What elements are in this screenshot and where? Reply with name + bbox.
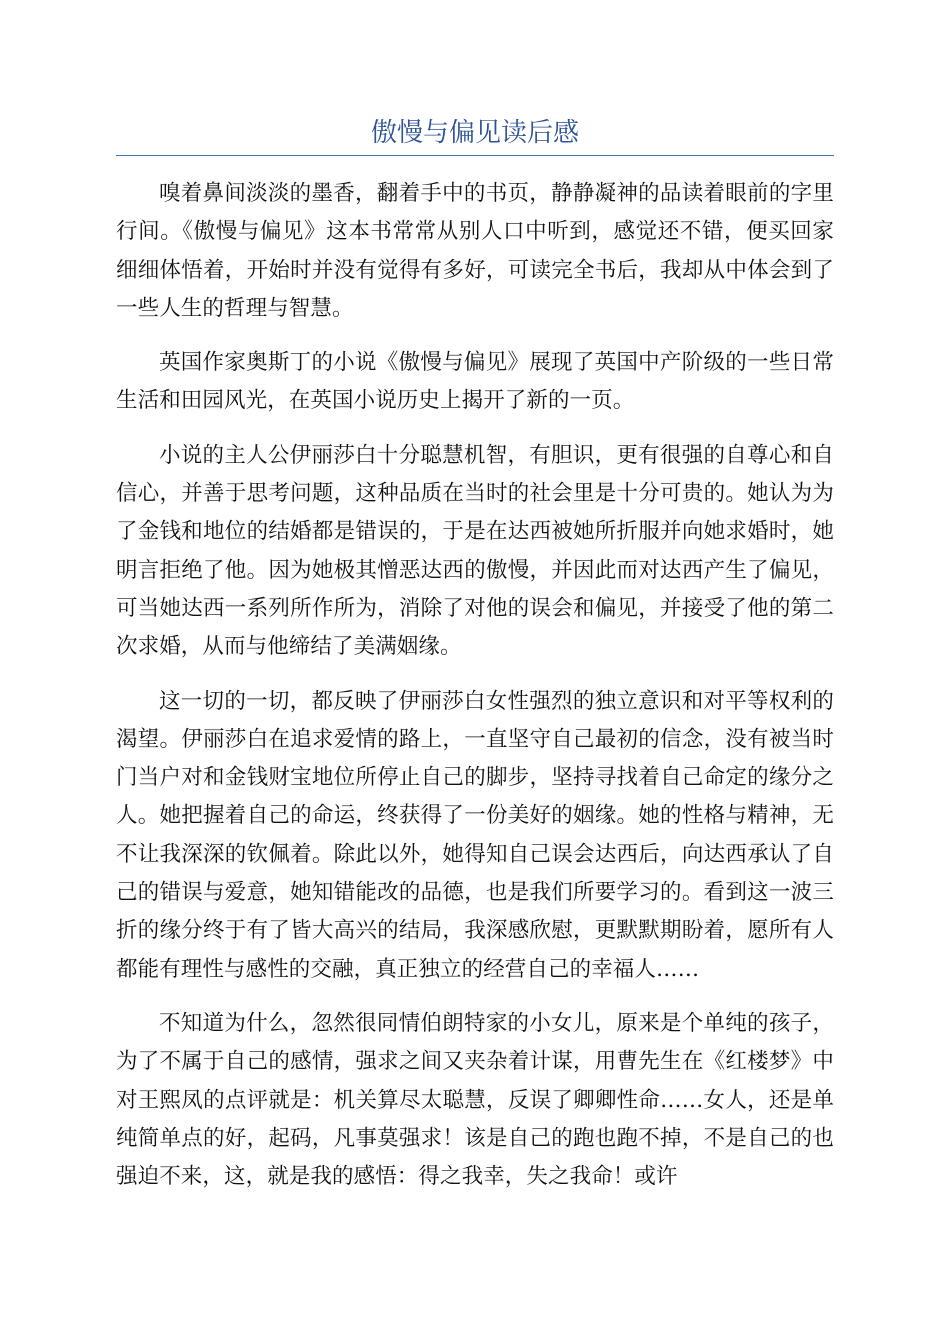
paragraph-4: 这一切的一切，都反映了伊丽莎白女性强烈的独立意识和对平等权利的渴望。伊丽莎白在追求爱情的路上，一直坚守自己最初的信念，没有被当时门当户对和金钱财宝地位所停止自己的脚步，坚持寻找着自己命定的缘分之人。她把握着自己的命运，终获得了一份美好的姻缘。她的性格与精神，无不让我深深的钦佩着。除此以外，她得知自己误会达西后，向达西承认了自己的错误与爱意，她知错能改的品德，也是我们所要学习的。看到这一波三折的缘分终于有了皆大高兴的结局，我深感欣慰，更默默期盼着，愿所有人都能有理性与感性的交融，真正独立的经营自己的幸福人……: [116, 688, 834, 982]
paragraph-1: 嗅着鼻间淡淡的墨香，翻着手中的书页，静静凝神的品读着眼前的字里行间。《傲慢与偏见》这本书常常从别人口中听到，感觉还不错，便买回家细细体悟着，开始时并没有觉得有多好，可读完全书后，我却从中体会到了一些人生的哲理与智慧。: [116, 181, 834, 321]
paragraph-3: 小说的主人公伊丽莎白十分聪慧机智，有胆识，更有很强的自尊心和自信心，并善于思考问题，这种品质在当时的社会里是十分可贵的。她认为为了金钱和地位的结婚都是错误的，于是在达西被她所折服并向她求婚时，她明言拒绝了他。因为她极其憎恶达西的傲慢，并因此而对达西产生了偏见，可当她达西一系列所作所为，消除了对他的误会和偏见，并接受了他的第二次求婚，从而与他缔结了美满姻缘。: [116, 442, 834, 660]
document-body: [116, 175, 834, 1212]
paragraph-2: 英国作家奥斯丁的小说《傲慢与偏见》展现了英国中产阶级的一些日常生活和田园风光，在英国小说历史上揭开了新的一页。: [116, 350, 834, 414]
paragraph-5: 不知道为什么，忽然很同情伯朗特家的小女儿，原来是个单纯的孩子，为了不属于自己的感情，强求之间又夹杂着计谋，用曹先生在《红楼梦》中对王熙凤的点评就是：机关算尽太聪慧，反误了卿卿性命……女人，还是单纯简单点的好，起码，凡事莫强求！该是自己的跑也跑不掉，不是自己的也强迫不来，这，就是我的感悟：得之我幸，失之我命！或许: [116, 1010, 834, 1190]
title-underline: [116, 155, 834, 156]
page-title: 傲慢与偏见读后感: [370, 118, 579, 148]
